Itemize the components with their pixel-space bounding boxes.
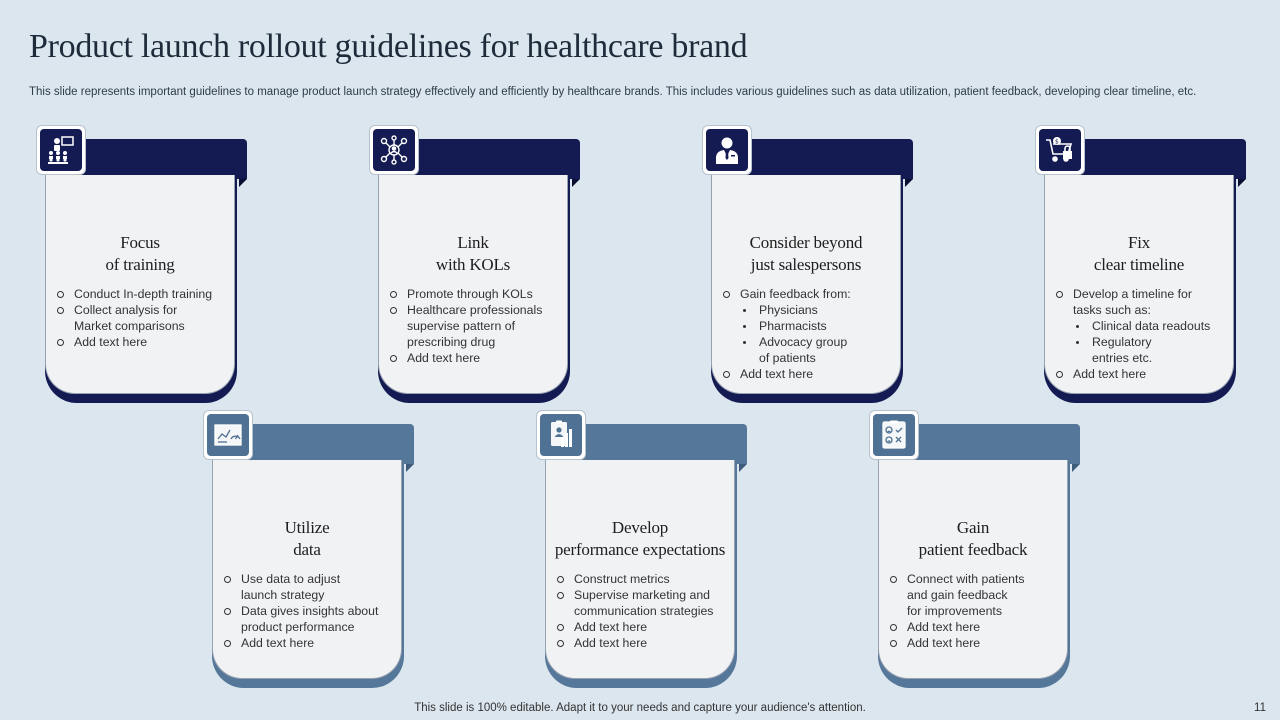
card-panel (545, 460, 735, 679)
list-item: Develop a timeline for tasks such as: Clinical data readouts Regulatory entries etc. (1054, 286, 1232, 366)
sub-list-item: Advocacy group of patients (740, 334, 899, 366)
slide-title: Product launch rollout guidelines for healthcare brand (29, 28, 748, 65)
card-heading: Fix clear timeline (1093, 233, 1185, 274)
card-bullet-list (555, 571, 733, 651)
salesperson-icon (703, 126, 751, 174)
card-heading: Develop performance expectations (554, 518, 726, 559)
list-item: Add text here (721, 366, 899, 382)
list-item: Connect with patients and gain feedback for improvements (888, 571, 1066, 619)
card-utilize-data (212, 411, 414, 676)
card-bullet-list (888, 571, 1066, 651)
card-heading: Gain patient feedback (918, 518, 1028, 559)
card-panel (45, 175, 235, 394)
list-item: Data gives insights about product performance (222, 603, 400, 635)
svg-text:$: $ (1055, 138, 1059, 146)
list-item: Promote through KOLs (388, 286, 566, 302)
network-icon (370, 126, 418, 174)
card-bullet-list (222, 571, 400, 651)
list-item: Supervise marketing and communication strategies (555, 587, 733, 619)
list-item: Use data to adjust launch strategy (222, 571, 400, 603)
card-heading: Utilize data (284, 518, 330, 559)
performance-report-icon (537, 411, 585, 459)
card-panel (212, 460, 402, 679)
card-heading: Focus of training (105, 233, 175, 274)
list-item: Add text here (1054, 366, 1232, 382)
list-item: Add text here (555, 619, 733, 635)
card-bullet-list (1054, 286, 1232, 382)
dashboard-icon (204, 411, 252, 459)
card-panel (378, 175, 568, 394)
card-heading: Consider beyond just salespersons (749, 233, 863, 274)
cart-lock-icon (1036, 126, 1084, 174)
list-item: Add text here (55, 334, 233, 350)
card-gain-patient-feedback (878, 411, 1080, 676)
card-focus-of-training (45, 126, 247, 391)
sub-list-item: Clinical data readouts (1073, 318, 1232, 334)
card-bullet-list (55, 286, 233, 350)
list-item: Collect analysis for Market comparisons (55, 302, 233, 334)
card-panel (1044, 175, 1234, 394)
list-item: Add text here (888, 635, 1066, 651)
sub-bullet-list (740, 302, 899, 366)
card-panel (711, 175, 901, 394)
card-panel (878, 460, 1068, 679)
list-item: Add text here (555, 635, 733, 651)
list-item: Healthcare professionals supervise pattern of prescribing drug (388, 302, 566, 350)
list-item: Add text here (888, 619, 1066, 635)
list-item: Gain feedback from: Physicians Pharmacists Advocacy group of patients (721, 286, 899, 366)
list-item: Add text here (222, 635, 400, 651)
card-fix-clear-timeline (1044, 126, 1246, 391)
sub-bullet-list (1073, 318, 1232, 366)
list-item: Add text here (388, 350, 566, 366)
sub-list-item: Pharmacists (740, 318, 899, 334)
card-bullet-list (721, 286, 899, 382)
card-link-with-kols (378, 126, 580, 391)
card-heading: Link with KOLs (435, 233, 511, 274)
slide-subtitle: This slide represents important guidelines to manage product launch strategy effectively and efficiently by healthcare brands. This includes various guidelines such as data utilization, patient feedback, developing clear timeline, etc. (29, 86, 1197, 98)
card-develop-performance-expectations (545, 411, 747, 676)
list-item: Construct metrics (555, 571, 733, 587)
card-bullet-list (388, 286, 566, 366)
list-item: Conduct In-depth training (55, 286, 233, 302)
page-number: 11 (1254, 702, 1266, 714)
feedback-checklist-icon (870, 411, 918, 459)
card-consider-beyond-salespersons (711, 126, 913, 391)
footer-note: This slide is 100% editable. Adapt it to your needs and capture your audience's attention. (414, 702, 866, 714)
sub-list-item: Physicians (740, 302, 899, 318)
training-icon (37, 126, 85, 174)
sub-list-item: Regulatory entries etc. (1073, 334, 1232, 366)
